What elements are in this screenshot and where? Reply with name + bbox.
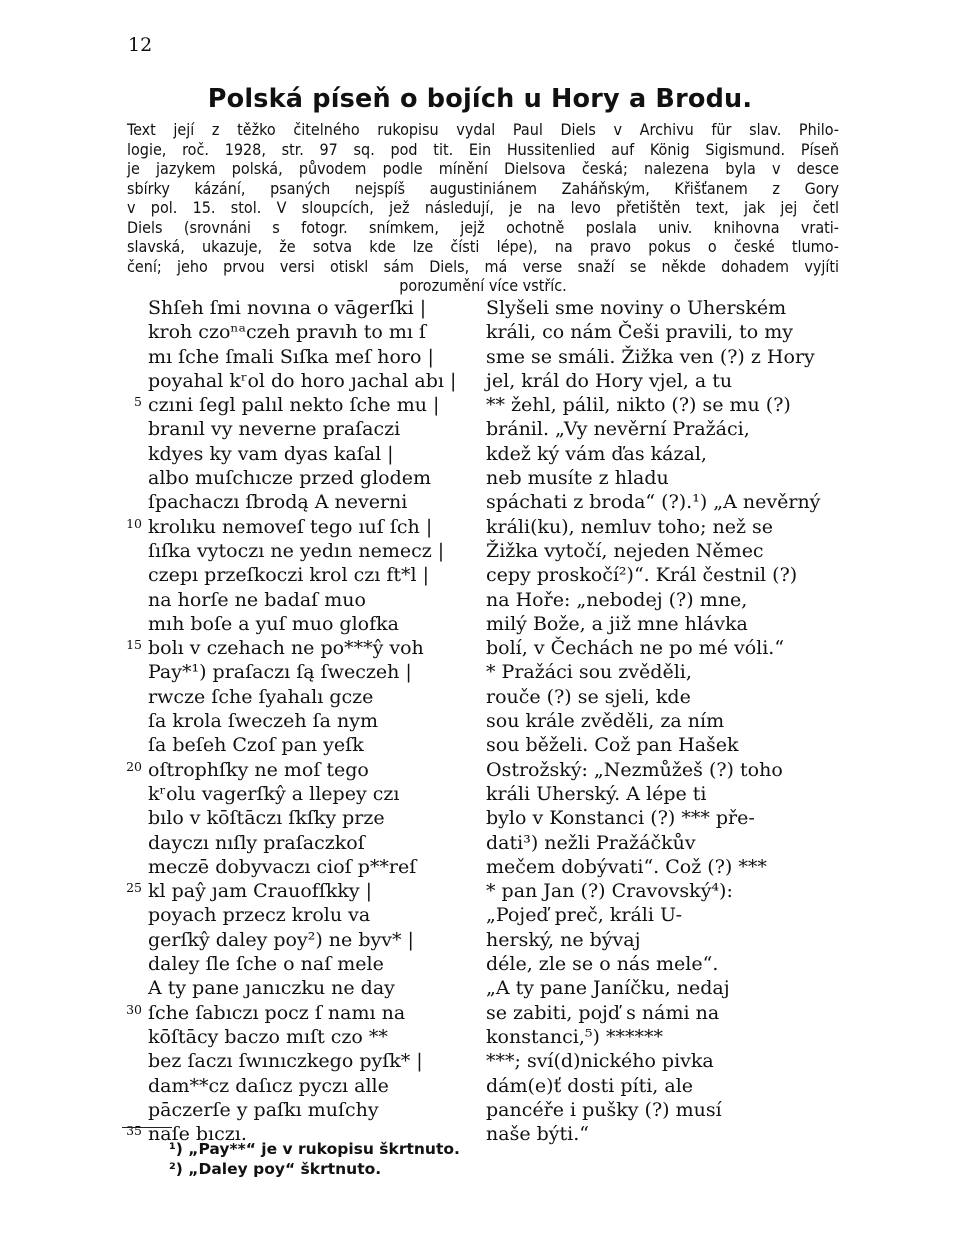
verse-line: [148, 903, 478, 927]
verse-line: [148, 685, 478, 709]
translation-line: milý Bože, a již mne hlávka: [486, 612, 748, 635]
translation-line: rouče (?) se sjeli, kde: [486, 685, 691, 708]
translation-line: konstanci,⁵) ******: [486, 1025, 663, 1048]
verse-line: [148, 806, 478, 830]
footnotes: [169, 1139, 460, 1179]
verse-line: [148, 709, 478, 733]
translation-line: déle, zle se o nás mele“.: [486, 953, 719, 976]
polish-text-column: [126, 296, 478, 1146]
translation-line: králi, co nám Češi pravili, to my: [486, 321, 794, 344]
intro-paragraph: [127, 120, 839, 296]
footnote-rule: [122, 1127, 172, 1128]
translation-line: jel, král do Hory vjel, a tu: [486, 369, 733, 392]
translation-line: ** žehl, pálil, nikto (?) se mu (?): [486, 394, 791, 417]
verse-line: [148, 1098, 478, 1122]
verse-line: [148, 952, 478, 976]
verse-text: mı ſche ſmali Sıſka meſ horo |: [148, 345, 434, 368]
verse-line: [148, 369, 478, 393]
line-number: 10: [126, 515, 142, 531]
verse-text: ſıſka vytoczı ne yedın nemecz |: [148, 539, 445, 562]
verse-line: [148, 1074, 478, 1098]
verse-text: mıh boſe a yuſ muo glofka: [148, 612, 399, 635]
verse-line: [126, 515, 478, 539]
verse-text: bez ſaczı ſwınıczkego pyſk* |: [148, 1050, 423, 1073]
translation-line: herský, ne bývaj: [486, 928, 641, 951]
translation-line: bylo v Konstanci (?) *** pře-: [486, 807, 755, 830]
verse-text: ſche ſabıczı pocz ſ namı na: [148, 1001, 406, 1024]
line-number: 20: [126, 758, 142, 774]
verse-line: [126, 879, 478, 903]
verse-line: [148, 855, 478, 879]
translation-line: mečem dobývati“. Což (?) ***: [486, 855, 767, 878]
verse-text: czepı przeſkoczi krol czı ft*l |: [148, 564, 430, 587]
verse-text: bolı v czehach ne po***ŷ voh: [148, 637, 424, 660]
footnote: ¹) „Pay**“ je v rukopisu škrtnuto.: [169, 1140, 460, 1158]
translation-line: bolí, v Čechách ne po mé vóli.“: [486, 637, 785, 660]
translation-line: dám(e)ť dosti píti, ale: [486, 1074, 694, 1097]
verse-line: [148, 928, 478, 952]
verse-text: poyahal kʳol do horo ȷachal abı |: [148, 369, 457, 392]
line-number: 5: [134, 394, 142, 410]
verse-line: [148, 588, 478, 612]
verse-line: [148, 417, 478, 441]
intro-line: sbírky kázání, psaných nejspíš augustiniánem Zaháňským, Křišťanem z Gory: [127, 178, 839, 198]
verse-line: [148, 612, 478, 636]
verse-line: [148, 1049, 478, 1073]
verse-text: czıni ſegl palıl nekto ſche mu |: [148, 394, 440, 417]
verse-line: [126, 1001, 478, 1025]
intro-line: v pol. 15. stol. V sloupcích, jež následují, je na levo přetištěn text, jak jej četl: [127, 198, 839, 217]
line-number: 35: [126, 1123, 142, 1139]
verse-text: gerſkŷ daley poy²) ne byv* |: [148, 928, 414, 951]
translation-line: Žižka vytočí, nejeden Němec: [486, 539, 764, 562]
translation-line: sou krále zvěděli, za ním: [486, 710, 725, 733]
verse-text: naſe bıczı.: [148, 1123, 247, 1146]
verse-text: kroh czoⁿᵃczeh pravıh to mı ſ: [148, 321, 427, 344]
translation-line: naše býti.“: [486, 1123, 589, 1146]
verse-text: bılo v kōſtāczı ſkſky prze: [148, 807, 385, 830]
verse-text: ſa krola ſweczeh ſa nym: [148, 710, 378, 733]
translation-line: neb musíte z hladu: [486, 467, 669, 490]
verse-line: [126, 758, 478, 782]
verse-line: [148, 442, 478, 466]
verse-text: na horſe ne badaſ muo: [148, 588, 366, 611]
verse-text: Shſeh ſmi novına o vāgerſki |: [148, 297, 427, 319]
translation-line: spáchati z broda“ (?).¹) „A nevěrný: [486, 491, 821, 514]
verse-line: [148, 733, 478, 757]
verse-line: [148, 563, 478, 587]
intro-line: logie, roč. 1928, str. 97 sq. pod tit. Ein Hussitenlied auf König Sigismund. Píseň: [127, 139, 839, 159]
verse-text: meczē dobyvaczı cioſ p**reſ: [148, 855, 417, 878]
footnote: ²) „Daley poy“ škrtnuto.: [169, 1160, 382, 1178]
verse-line: [148, 782, 478, 806]
page-title: Polská píseň o bojích u Hory a Brodu.: [207, 84, 753, 114]
intro-line: čení; jeho prvou versi otiskl sám Diels, má verse snaží se někde dohadem vyjíti: [127, 256, 839, 276]
verse-line: [148, 296, 478, 320]
verse-line: [148, 976, 478, 1000]
verse-line: [148, 345, 478, 369]
translation-line: dati³) nežli Pražáčkův: [486, 831, 696, 854]
verse-text: kdyes ky vam dyas kaſal |: [148, 442, 394, 465]
verse-text: rwcze ſche ſyahalı gcze: [148, 685, 374, 708]
verse-text: kl paŷ ȷam Crauofſkky |: [148, 880, 373, 903]
line-number: 15: [126, 637, 142, 653]
verse-text: ſa beſeh Czoſ pan yeſk: [148, 734, 364, 757]
line-number: 30: [126, 1001, 142, 1017]
verse-text: pāczerſe y paſkı muſchy: [148, 1098, 379, 1121]
verse-line: [148, 660, 478, 684]
translation-line: pancéře i pušky (?) musí: [486, 1098, 722, 1121]
translation-line: ***; sví(d)nického pivka: [486, 1050, 714, 1073]
line-number: 25: [126, 880, 142, 896]
verse-line: [148, 320, 478, 344]
verse-line: [148, 1025, 478, 1049]
translation-line: „Pojeď preč, králi U-: [486, 904, 683, 927]
intro-line: slavská, ukazuje, že sotva kde lze čísti lépe), na pravo pokus o české tlumo-: [127, 237, 839, 256]
verse-text: ſpachaczı ſbrodą A neverni: [148, 491, 408, 514]
page-number: 12: [128, 34, 153, 56]
verse-text: dam**cz daſıcz pyczı alle: [148, 1074, 389, 1097]
translation-line: „A ty pane Janíčku, nedaj: [486, 977, 730, 1000]
translation-line: * Pražáci sou zvěděli,: [486, 661, 692, 684]
translation-line: sou běželi. Což pan Hašek: [486, 734, 739, 757]
verse-text: A ty pane ȷanıczku ne day: [148, 977, 395, 1000]
verse-text: kʳolu vagerſkŷ a llepey czı: [148, 782, 400, 805]
verse-text: dayczı nıſly praſaczkoſ: [148, 831, 365, 854]
intro-line: Diels (srovnáni s fotogr. snímkem, jejž ochotně poslala univ. knihovna vrati-: [127, 217, 839, 237]
verse-text: oſtrophſky ne moſ tego: [148, 758, 369, 781]
verse-text: Pay*¹) praſaczı ſą ſweczeh |: [148, 661, 412, 684]
intro-line: Text její z těžko čitelného rukopisu vydal Paul Diels v Archivu für slav. Philo-: [127, 120, 839, 139]
verse-text: kōſtācy baczo mıſt czo **: [148, 1025, 388, 1048]
verse-line: [148, 466, 478, 490]
translation-line: Ostrožský: „Nezmůžeš (?) toho: [486, 758, 783, 781]
verse-text: krolıku nemoveſ tego ıuſ ſch |: [148, 515, 433, 538]
translation-line: bránil. „Vy nevěrní Pražáci,: [486, 418, 750, 441]
translation-line: cepy proskočí²)“. Král čestnil (?): [486, 564, 798, 587]
verse-text: daley ſle ſche o naſ mele: [148, 953, 384, 976]
translation-line: kdež ký vám ďas kázal,: [486, 442, 707, 465]
verse-text: poyach przecz krolu va: [148, 904, 371, 927]
translation-line: na Hoře: „nebodej (?) mne,: [486, 588, 748, 611]
verse-line: [148, 539, 478, 563]
verse-text: branıl vy neverne praſaczi: [148, 418, 401, 441]
translation-line: sme se smáli. Žižka ven (?) z Hory: [486, 345, 815, 368]
verse-line: [126, 636, 478, 660]
intro-line: je jazykem polská, původem podle mínění Dielsova česká; nalezena byla v desce: [127, 159, 839, 178]
intro-line: porozumění více vstříc.: [399, 276, 567, 295]
verse-line: [148, 831, 478, 855]
translation-line: Slyšeli sme noviny o Uherském: [486, 297, 787, 319]
translation-line: králi Uherský. A lépe ti: [486, 782, 707, 805]
translation-line: se zabiti, pojď s námi na: [486, 1001, 720, 1024]
verse-text: albo muſchıcze przed glodem: [148, 467, 432, 490]
translation-line: králi(ku), nemluv toho; než se: [486, 515, 774, 538]
verse-line: [148, 490, 478, 514]
czech-translation-column: [486, 296, 846, 1146]
verse-line: [134, 393, 478, 417]
translation-line: * pan Jan (?) Cravovský⁴):: [486, 880, 733, 903]
